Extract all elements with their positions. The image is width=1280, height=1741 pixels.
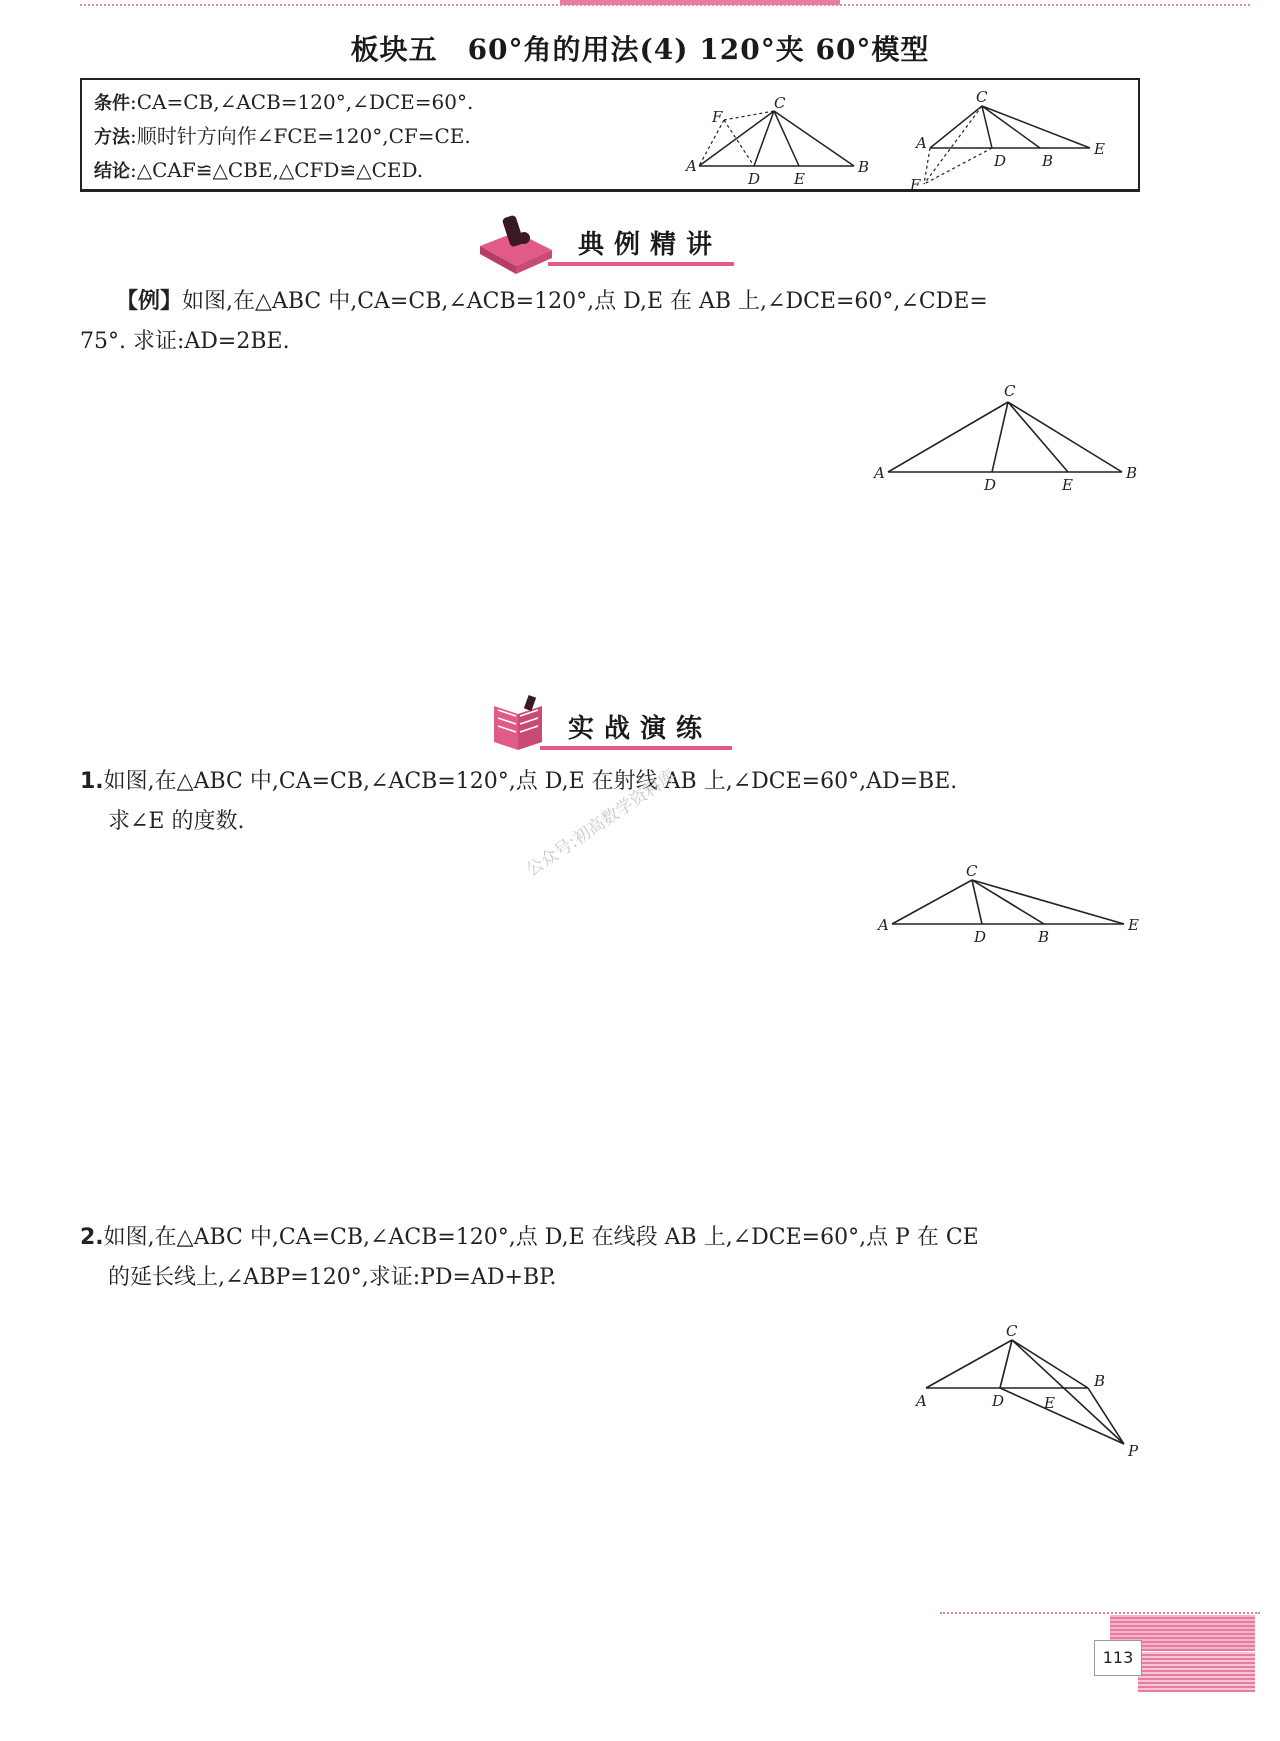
conclusion-label: 结论 [94, 161, 130, 182]
method-text: :顺时针方向作∠FCE=120°,CF=CE. [130, 124, 471, 148]
problem-2-number: 2. [80, 1225, 104, 1250]
model-summary-box [80, 78, 1140, 192]
title-text: 60°角的用法(4) 120°夹 60°模型 [467, 33, 930, 66]
label-A: A [878, 916, 889, 934]
label-C: C [1004, 382, 1016, 400]
label-D: D [992, 1392, 1005, 1410]
problem-1-text-1: 如图,在△ABC 中,CA=CB,∠ACB=120°,点 D,E 在射线 AB 上,∠DCE=60°,AD=BE. [103, 769, 958, 794]
label-B: B [1038, 928, 1050, 946]
footer-dotted-rule [940, 1612, 1260, 1614]
watermark: 公众号:初高数学资料库 [522, 765, 680, 881]
section-title-examples: 典例精讲 [578, 230, 723, 260]
label-D: D [974, 928, 987, 946]
method-line [94, 120, 473, 154]
label-E: E [1044, 1394, 1055, 1412]
label-B: B [1094, 1372, 1106, 1390]
condition-line [94, 86, 473, 120]
problem-2-figure [910, 1318, 1150, 1468]
problem-2-line-1 [80, 1218, 979, 1258]
example-line-1 [116, 282, 988, 322]
example-line-2: 75°. 求证:AD=2BE. [80, 329, 290, 354]
section-label: 板块五 [350, 33, 438, 66]
section-underline [540, 746, 732, 750]
book-icon [490, 694, 548, 754]
model-figure-left [682, 88, 922, 188]
section-title-practice: 实战演练 [568, 714, 713, 744]
label-A: A [686, 157, 697, 175]
label-F: F [910, 176, 921, 190]
example-figure [870, 380, 1160, 495]
label-B: B [858, 158, 870, 176]
problem-1-line-2: 求∠E 的度数. [108, 809, 245, 834]
problem-1-line-1 [80, 762, 957, 802]
section-underline [548, 262, 734, 266]
condition-text: :CA=CB,∠ACB=120°,∠DCE=60°. [130, 90, 474, 114]
label-A: A [874, 464, 885, 482]
problem-2-line-2: 的延长线上,∠ABP=120°,求证:PD=AD+BP. [108, 1265, 557, 1290]
label-A: A [916, 1392, 927, 1410]
header-accent-bar [560, 0, 840, 5]
label-C: C [976, 88, 988, 106]
condition-label: 条件 [94, 93, 130, 114]
problem-1-number: 1. [80, 769, 104, 794]
problem-1-figure [870, 860, 1160, 960]
summary-text [94, 86, 473, 188]
example-text-1: 如图,在△ABC 中,CA=CB,∠ACB=120°,点 D,E 在 AB 上,∠DCE=60°,∠CDE= [182, 289, 988, 314]
label-C: C [1006, 1322, 1018, 1340]
label-E: E [1128, 916, 1139, 934]
example-tag: 【例】 [116, 289, 183, 314]
conclusion-line [94, 154, 473, 188]
lamp-icon [476, 210, 556, 274]
footer-band-lower [1138, 1652, 1255, 1692]
label-E: E [1094, 140, 1105, 158]
label-D: D [748, 170, 761, 188]
label-P: P [1128, 1442, 1139, 1460]
label-E: E [1062, 476, 1073, 494]
label-E: E [794, 170, 805, 188]
page-title [0, 28, 1280, 68]
conclusion-text: :△CAF≌△CBE,△CFD≌△CED. [130, 158, 424, 182]
label-C: C [966, 862, 978, 880]
problem-2-text-1: 如图,在△ABC 中,CA=CB,∠ACB=120°,点 D,E 在线段 AB 上,∠DCE=60°,点 P 在 CE [103, 1225, 979, 1250]
label-B: B [1042, 152, 1054, 170]
label-C: C [774, 94, 786, 112]
label-A: A [916, 134, 927, 152]
label-F: F [712, 108, 723, 126]
method-label: 方法 [94, 127, 130, 148]
label-B: B [1126, 464, 1138, 482]
model-figure-right [902, 86, 1142, 190]
label-D: D [984, 476, 997, 494]
label-D: D [994, 152, 1007, 170]
page-number: 113 [1094, 1640, 1142, 1676]
